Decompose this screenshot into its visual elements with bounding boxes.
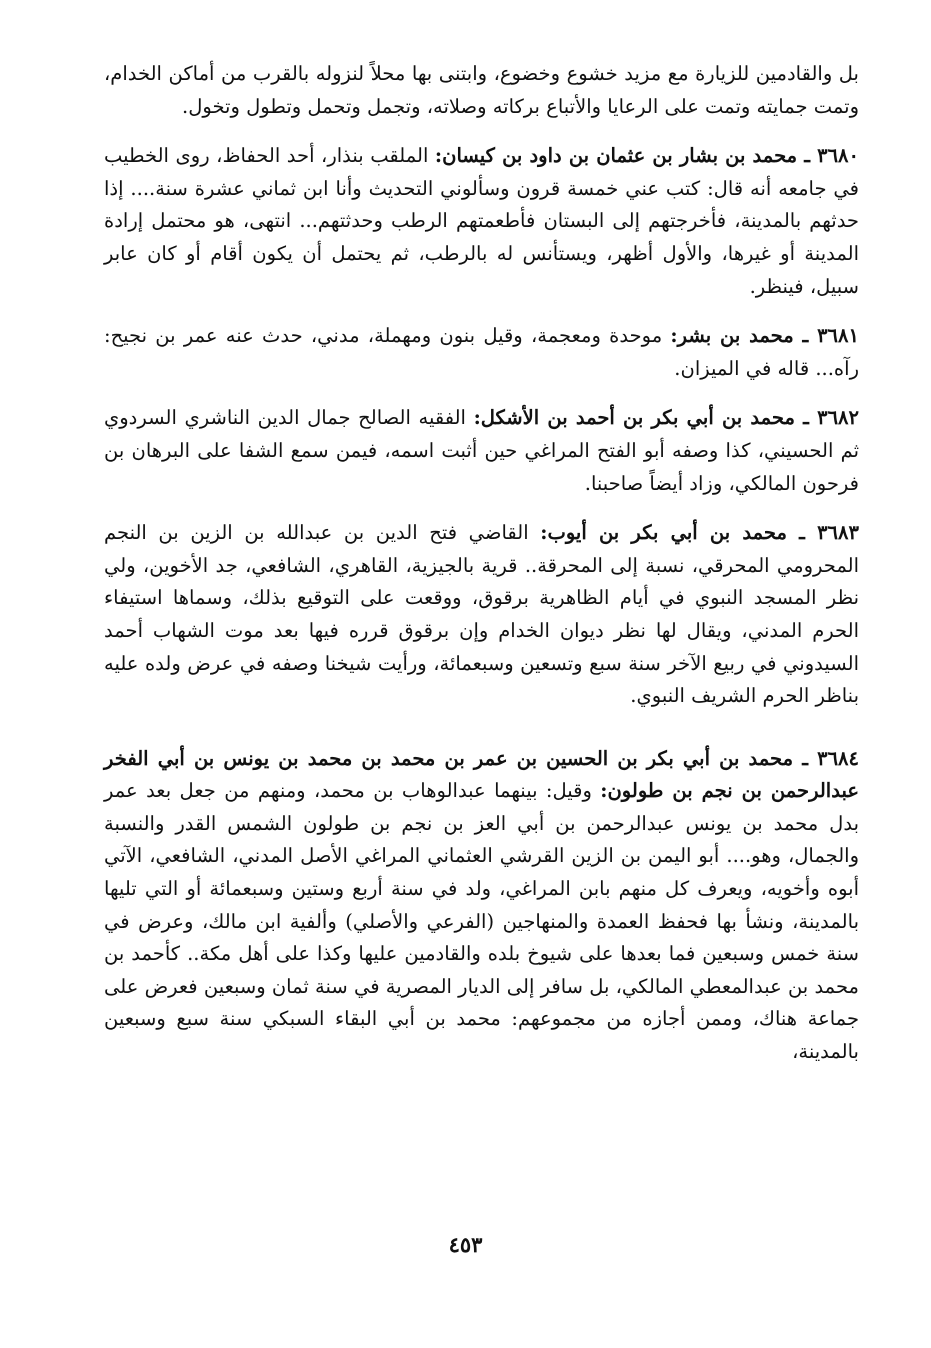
entry-body: موحدة ومعجمة، وقيل بنون ومهملة، مدني، حدث عنه عمر بن نجيح: رآه... قاله في الميزان.: [104, 324, 859, 380]
main-text-column: [104, 58, 859, 1086]
paragraph-continuation: [104, 58, 859, 123]
paragraph-entry-3682: [104, 402, 859, 500]
entry-heading: ٣٦٨٢ ـ محمد بن أبي بكر بن أحمد بن الأشكل:: [473, 406, 859, 430]
paragraph-entry-3681: [104, 320, 859, 385]
entry-body: بل والقادمين للزيارة مع مزيد خشوع وخضوع، وابتنى بها محلاً لنزوله بالقرب من أماكن الخدام، وتمت جمايته وتمت على الرعايا والأتباع بركاته وصلاته، وتجمل وتحمل وتطول وتخول.: [104, 62, 859, 118]
entry-heading: ٣٦٨٤ ـ محمد بن أبي بكر بن الحسين بن عمر بن محمد بن محمد بن يونس بن أبي الفخر عبدالرحمن بن نجم بن طولون:: [104, 746, 859, 803]
paragraph-entry-3684: [104, 743, 859, 1069]
entry-heading: ٣٦٨٠ ـ محمد بن بشار بن عثمان بن داود بن كيسان:: [434, 144, 859, 168]
entry-body: الملقب بنذار، أحد الحفاظ، روى الخطيب في جامعه أنه قال: كتب عني خمسة قرون وسألوني التحديث وأنا ابن ثماني عشرة سنة.... إذا حدثهم بالمدينة، فأخرجتهم إلى البستان فأطعمتهم الرطب وحدثتهم... انتهى، هو محتمل إرادة المدينة أو غيرها، والأول أظهر، ويستأنس له بالرطب، ثم يحتمل أن يكون أقام أو كان عابر سبيل، فينظر.: [104, 144, 859, 298]
paragraph-entry-3680: [104, 140, 859, 303]
entry-body: القاضي فتح الدين بن عبدالله بن الزين بن النجم المحرومي المحرقي، نسبة إلى المحرقة.. قرية بالجيزية، القاهري، الشافعي، جد الأخوين، ولي نظر المسجد النبوي في أيام الظاهرية برقوق، ووقعت على التوقيع بذلك، وسماها استيفاء الحرم المدني، ويقال لها نظر ديوان الخدام وإن برقوق قرره فيها بعد موت الشهاب أحمد السيدوني في ربيع الآخر سنة سبع وتسعين وسبعمائة، ورأيت شيخنا وصفه في عرض ولده عليه بناظر الحرم الشريف النبوي.: [104, 521, 859, 708]
entry-body: الفقيه الصالح جمال الدين الناشري السردوي ثم الحسيني، كذا وصفه أبو الفتح المراغي حين أثبت اسمه، فيمن سمع الشفا على البرهان بن فرحون المالكي، وزاد أيضاً صاحبنا.: [104, 406, 859, 495]
paragraph-entry-3683: [104, 517, 859, 713]
entry-heading: ٣٦٨٣ ـ محمد بن أبي بكر بن أيوب:: [540, 521, 859, 545]
page-number: ٤٥٣: [448, 1232, 483, 1257]
entry-body: وقيل: بينهما عبدالوهاب بن محمد، ومنهم من جعل بعد عمر بدل محمد بن يونس عبدالرحمن بن أبي العز بن نجم بن طولون الشمس القدر والنسبة والجمال، وهو.... أبو اليمن بن الزين القرشي العثماني المراغي الأصل المدني، الشافعي، الآتي أبوه وأخويه، ويعرف كل منهم بابن المراغي، ولد في سنة أربع وستين وسبعمائة أو التي تليها بالمدينة، ونشأ بها فحفظ العمدة والمنهاجين (الفرعي والأصلي) وألفية ابن مالك، وعرض في سنة خمس وسبعين فما بعدها على شيوخ بلده والقادمين عليها وكذا على أهل مكة.. كأحمد بن محمد بن عبدالمعطي المالكي، بل سافر إلى الديار المصرية في سنة ثمان وسبعين فعرض على جماعة هناك، وممن أجازه من مجموعهم: محمد بن أبي البقاء السبكي سنة سبع وسبعين بالمدينة،: [104, 779, 859, 1064]
entry-heading: ٣٦٨١ ـ محمد بن بشر:: [670, 324, 859, 348]
